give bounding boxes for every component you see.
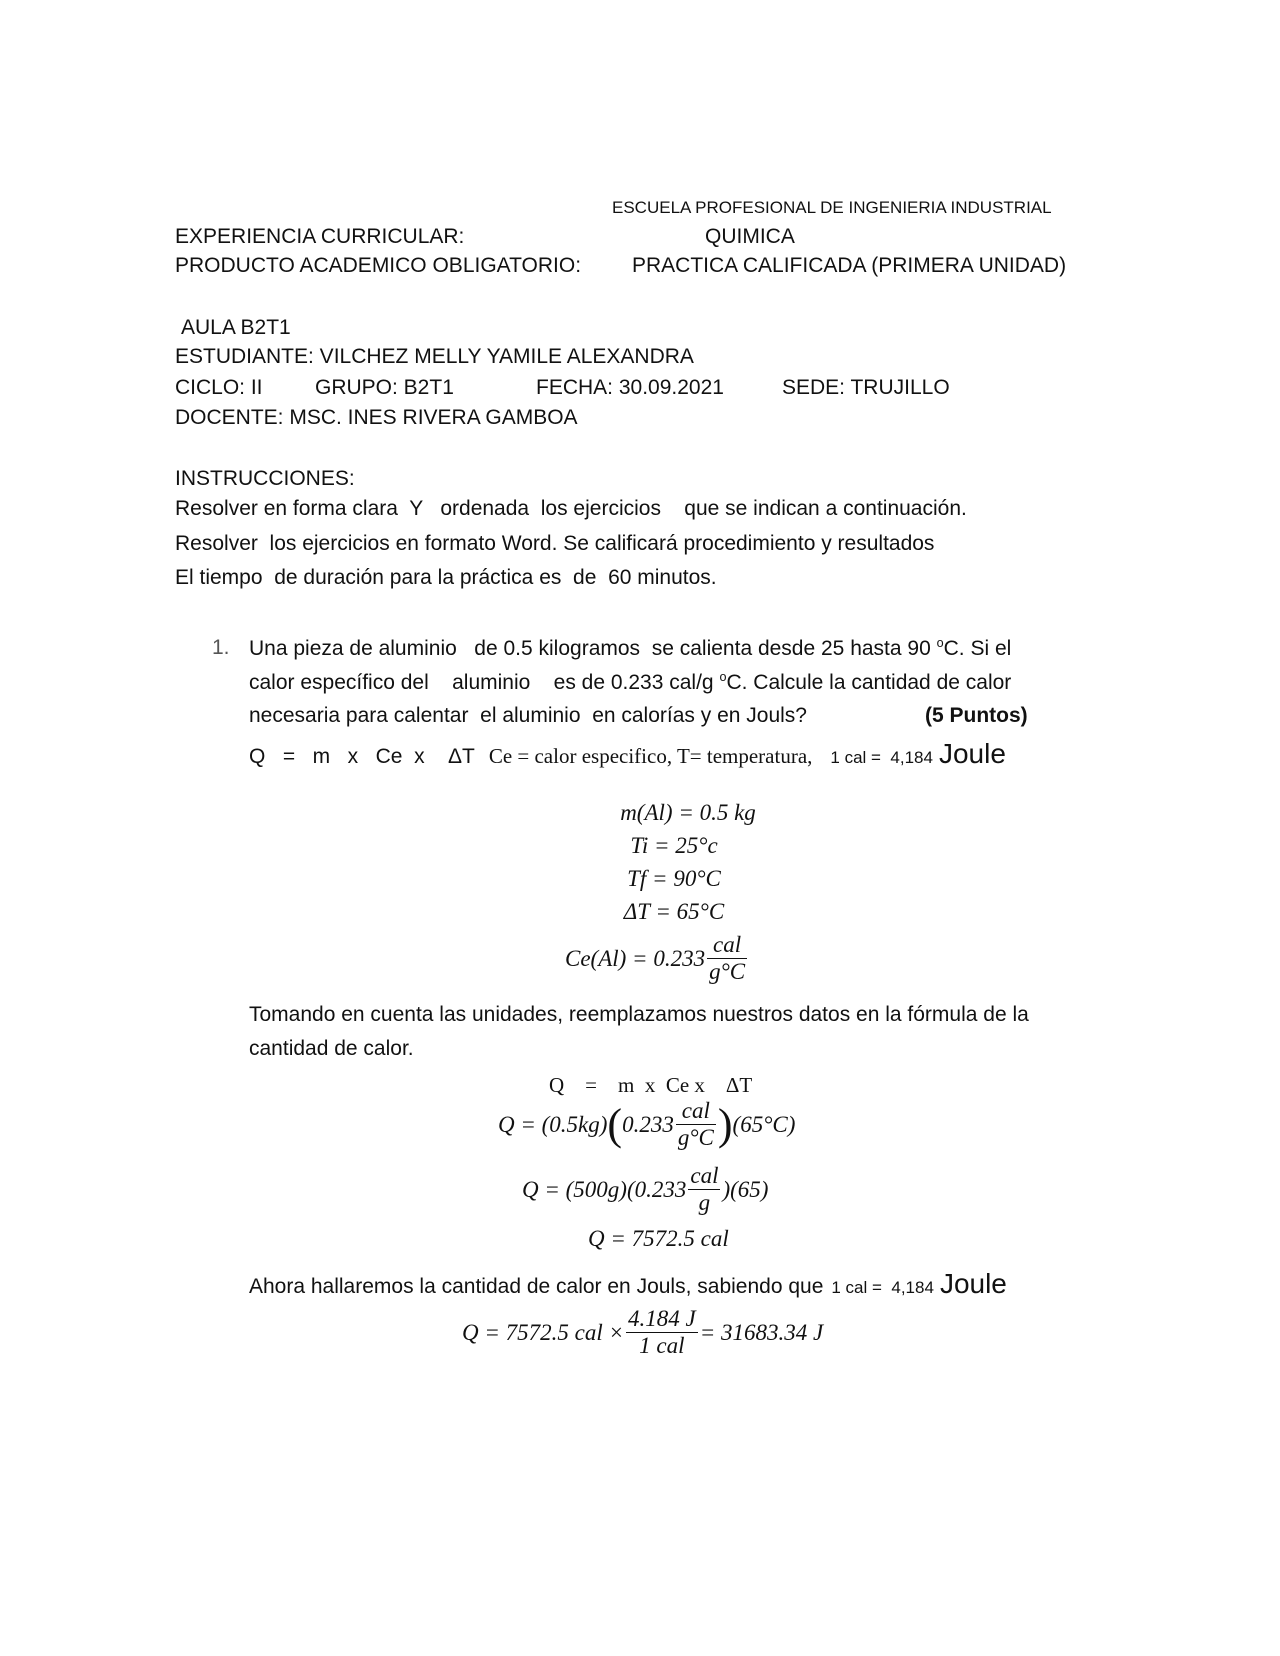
conversion-joule: Joule <box>938 738 1006 769</box>
problem-number: 1. <box>212 636 230 659</box>
problem-line-2: calor específico del aluminio es de 0.233 cal/g $^o$C. Calcule la cantidad de calor <box>249 670 1012 694</box>
formula-centered: Q = m x Ce x ΔT <box>549 1073 753 1097</box>
problem-line-1: Una pieza de aluminio de 0.5 kilogramos se calienta desde 25 hasta 90 $^o$C. Si el <box>249 636 1012 660</box>
joule-intro-line: Ahora hallaremos la cantidad de calor en Jouls, sabiendo que 1 cal = 4,184 Joule <box>249 1268 1007 1299</box>
sede: SEDE: TRUJILLO <box>782 376 950 399</box>
instruction-line-3: El tiempo de duración para la práctica es de 60 minutos. <box>175 566 717 589</box>
substitution-step-2: Q = (500g)(0.233 $\frac{\text{cal}}{g}$ )(65) <box>522 1163 769 1216</box>
producto-label: PRODUCTO ACADEMICO OBLIGATORIO: <box>175 254 582 277</box>
producto-value: PRACTICA CALIFICADA (PRIMERA UNIDAD) <box>632 254 1067 277</box>
school-name: ESCUELA PROFESIONAL DE INGENIERIA INDUSTRIAL <box>612 198 1052 217</box>
ciclo: CICLO: II <box>175 376 263 399</box>
experiencia-value: QUIMICA <box>705 225 795 248</box>
instruction-line-1: Resolver en forma clara Y ordenada los ejercicios que se indican a continuación. <box>175 497 967 520</box>
points-label: (5 Puntos) <box>925 704 1028 727</box>
explanation-line-2: cantidad de calor. <box>249 1037 414 1060</box>
fecha: FECHA: 30.09.2021 <box>536 376 724 399</box>
docente: DOCENTE: MSC. INES RIVERA GAMBOA <box>175 406 578 429</box>
explanation-line-1: Tomando en cuenta las unidades, reemplazamos nuestros datos en la fórmula de la <box>249 1003 1029 1026</box>
final-joule-result: Q = 7572.5 cal × $\frac{4.184 J}{\text{1 cal}}$ = 31683.34 J <box>462 1306 824 1359</box>
mass-value: m(Al) = 0.5 kg <box>620 800 756 825</box>
formula-main: Q = m x Ce x ΔT <box>249 745 475 768</box>
formula-line <box>249 738 1006 770</box>
result-calories: Q = 7572.5 cal <box>588 1226 729 1251</box>
instruction-line-2: Resolver los ejercicios en formato Word. Se calificará procedimiento y resultados <box>175 532 935 555</box>
aula: AULA B2T1 <box>181 316 291 339</box>
final-temp: Tf = 90°C <box>627 866 721 891</box>
formula-description: Ce = calor especifico, T= temperatura, <box>488 744 813 768</box>
experiencia-label: EXPERIENCIA CURRICULAR: <box>175 225 465 248</box>
conversion-small: 1 cal = 4,184 <box>830 748 933 767</box>
instructions-title: INSTRUCCIONES: <box>175 467 355 490</box>
problem-line-3: necesaria para calentar el aluminio en calorías y en Jouls? <box>249 704 807 727</box>
initial-temp: Ti = 25°c <box>630 833 718 858</box>
specific-heat: Ce(Al) = 0.233 $\frac{\text{cal}}{g^\circ C}$ <box>565 932 746 985</box>
grupo: GRUPO: B2T1 <box>315 376 454 399</box>
substitution-step-1: Q = (0.5kg) ( 0.233 $\frac{\text{cal}}{g^\circ C}$ ) (65°C) <box>498 1098 796 1151</box>
student-name: ESTUDIANTE: VILCHEZ MELLY YAMILE ALEXANDRA <box>175 345 694 368</box>
delta-temp: ΔT = 65°C <box>623 899 725 924</box>
